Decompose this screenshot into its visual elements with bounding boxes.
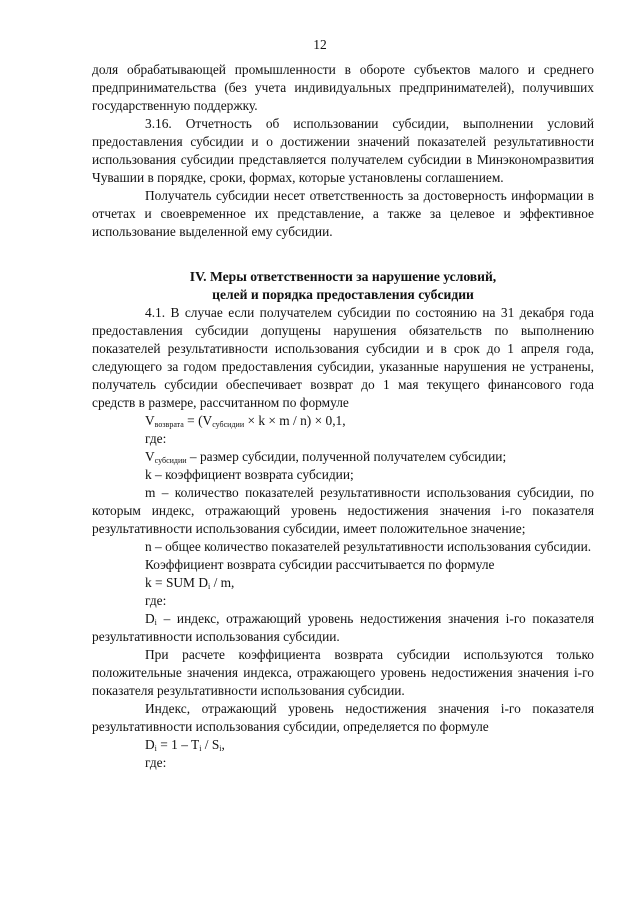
formula-d-sub3: i xyxy=(219,744,222,753)
definition-v xyxy=(92,448,594,466)
paragraph-responsibility: Получатель субсидии несет ответственность за достоверность информации в отчетах и своевременное их представление, а также за целевое и эффективное использование выделенной ему субсидии. xyxy=(92,188,594,239)
paragraph-calculation: При расчете коэффициента возврата субсидии используются только положительные значения индекса, отражающего уровень недостижения значения i-го показателя результативности использования субсидии. xyxy=(92,647,594,698)
where-label-2: где: xyxy=(145,593,167,608)
definition-k: k – коэффициент возврата субсидии; xyxy=(145,467,354,482)
formula-d-post: , xyxy=(221,737,225,752)
formula-return-eq: = (V xyxy=(183,413,213,428)
paragraph-4-1: 4.1. В случае если получателем субсидии по состоянию на 31 декабря года предоставления субсидии допущены нарушения обязательств по выполнению показателей результативности использования субсидии и в срок до 1 апреля года, следующего за годом предоставления субсидии, указанные нарушения не устранены, получатель субсидии обеспечивает возврат до 1 мая текущего финансового года средств в размере, рассчитанном по формуле xyxy=(92,305,594,410)
definition-m: m – количество показателей результативности использования субсидии, по которым индекс, отражающий уровень недостижения значения i-го показателя результативности использования субсидии, имеет положительное значение; xyxy=(92,485,594,536)
formula-return-v: V xyxy=(145,413,155,428)
formula-index xyxy=(92,736,594,754)
section-title-line2: целей и порядка предоставления субсидии xyxy=(212,287,474,302)
def-v-symbol: V xyxy=(145,449,155,464)
section-title-line1: IV. Меры ответственности за нарушение условий, xyxy=(189,269,497,284)
def-d-symbol: D xyxy=(145,611,155,626)
formula-return-rest: × k × m / n) × 0,1, xyxy=(244,413,346,428)
def-d-sub: i xyxy=(154,618,157,627)
formula-d-symbol: D xyxy=(145,737,155,752)
formula-subsidy-sub: субсидии xyxy=(212,420,245,429)
paragraph-continuation: доля обрабатывающей промышленности в обороте субъектов малого и среднего предпринимательства (без учета индивидуальных предпринимателей), получивших государственную поддержку. xyxy=(92,62,594,113)
where-label-3: где: xyxy=(145,755,167,770)
definition-n: n – общее количество показателей результативности использования субсидии. xyxy=(145,539,592,554)
formula-d-mid: = 1 – T xyxy=(156,737,200,752)
document-body xyxy=(92,61,594,772)
section-heading xyxy=(92,268,594,304)
paragraph-index: Индекс, отражающий уровень недостижения значения i-го показателя результативности использования субсидии, определяется по формуле xyxy=(92,701,594,734)
page-number: 12 xyxy=(313,37,327,52)
definition-d xyxy=(92,610,594,646)
formula-coefficient xyxy=(92,574,594,592)
formula-d-sub1: i xyxy=(154,744,157,753)
paragraph-3-16: 3.16. Отчетность об использовании субсидии, выполнении условий предоставления субсидии и о достижении значений показателей результативности использования субсидии представляется получателем субсидии в Минэкономразвития Чувашии в порядке, сроки, формах, которые установлены соглашением. xyxy=(92,116,594,185)
def-v-text: – размер субсидии, полученной получателем субсидии; xyxy=(186,449,507,464)
formula-k-sub: i xyxy=(207,582,211,591)
formula-return xyxy=(92,412,594,430)
coefficient-intro: Коэффициент возврата субсидии рассчитывается по формуле xyxy=(145,557,495,572)
formula-k-pre: k = SUM D xyxy=(145,575,208,590)
where-label-1: где: xyxy=(145,431,167,446)
formula-d-sub2: i xyxy=(199,744,202,753)
def-v-sub: субсидии xyxy=(154,456,187,465)
formula-return-sub: возврата xyxy=(154,420,184,429)
formula-k-post: / m, xyxy=(210,575,235,590)
def-d-text: – индекс, отражающий уровень недостижения значения i-го показателя результативности использования субсидии. xyxy=(92,611,594,644)
formula-d-mid2: / S xyxy=(201,737,220,752)
